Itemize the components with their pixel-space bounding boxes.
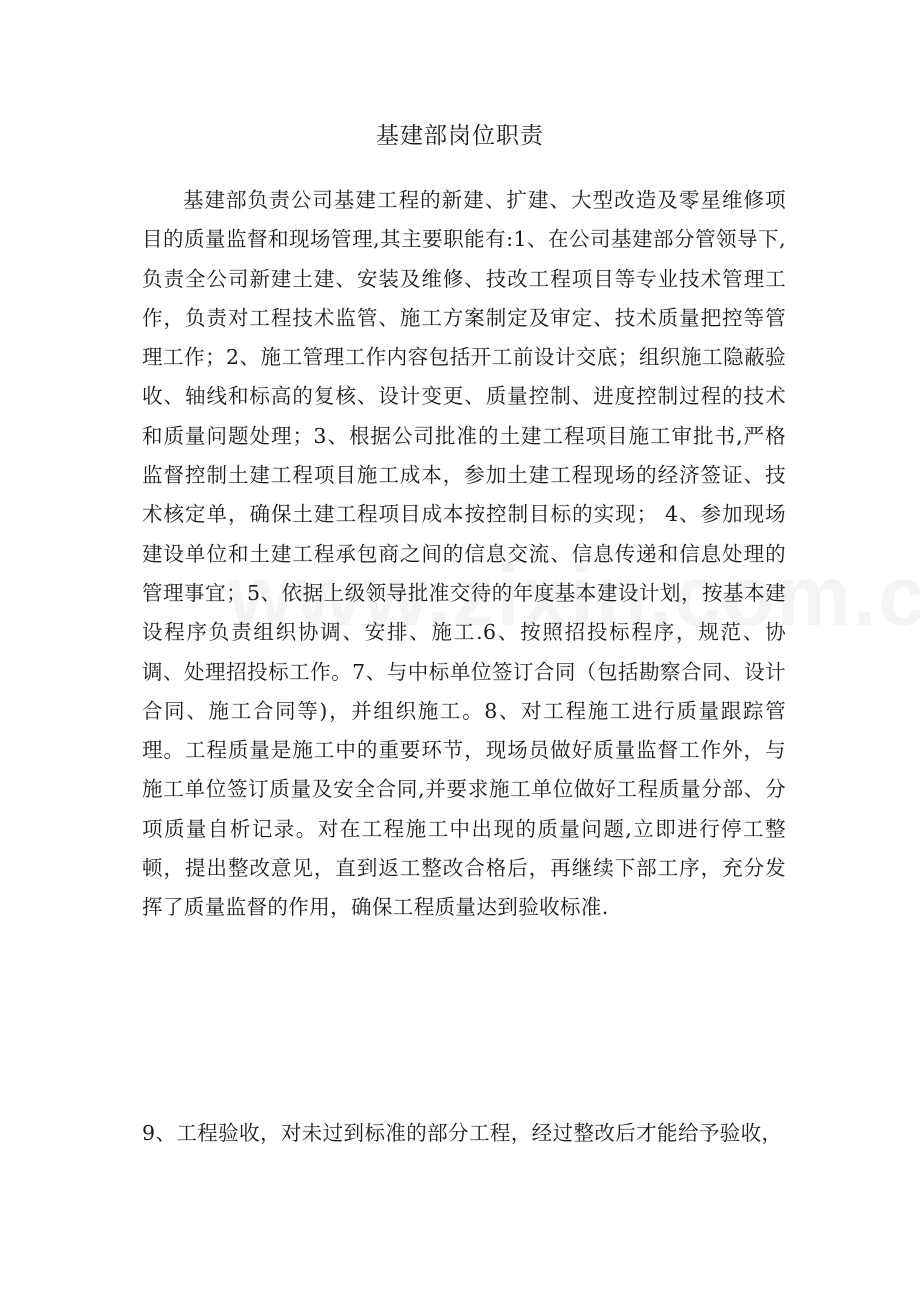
body-paragraph-2: 9、工程验收，对未过到标准的部分工程，经过整改后才能给予验收， <box>142 1121 783 1145</box>
document-title: 基建部岗位职责 <box>376 123 544 149</box>
body-paragraph-1: 基建部负责公司基建工程的新建、扩建、大型改造及零星维修项目的质量监督和现场管理,其主要职能有:1、在公司基建部分管领导下,负责全公司新建土建、安装及维修、技改工程项目等专业技术管理工作，负责对工程技术监管、施工方案制定及审定、技术质量把控等管理工作；2、施工管理工作内容包括开工前设计交底；组织施工隐蔽验收、轴线和标高的复核、设计变更、质量控制、进度控制过程的技术和质量问题处理；3、根据公司批准的土建工程项目施工审批书,严格监督控制土建工程项目施工成本，参加土建工程现场的经济签证、技术核定单，确保土建工程项目成本按控制目标的实现； 4、参加现场建设单位和土建工程承包商之间的信息交流、信息传递和信息处理的管理事宜；5、依据上级领导批准交待的年度基本建设计划，按基本建设程序负责组织协调、安排、施工.6、按照招投标程序，规范、协调、处理招投标工作。7、与中标单位签订合同（包括勘察合同、设计合同、施工合同等)，并组织施工。8、对工程施工进行质量跟踪管理。工程质量是施工中的重要环节，现场员做好质量监督工作外，与施工单位签订质量及安全合同,并要求施工单位做好工程质量分部、分项质量自析记录。对在工程施工中出现的质量问题,立即进行停工整顿，提出整改意见，直到返工整改合格后，再继续下部工序，充分发挥了质量监督的作用，确保工程质量达到验收标准. <box>142 188 786 920</box>
